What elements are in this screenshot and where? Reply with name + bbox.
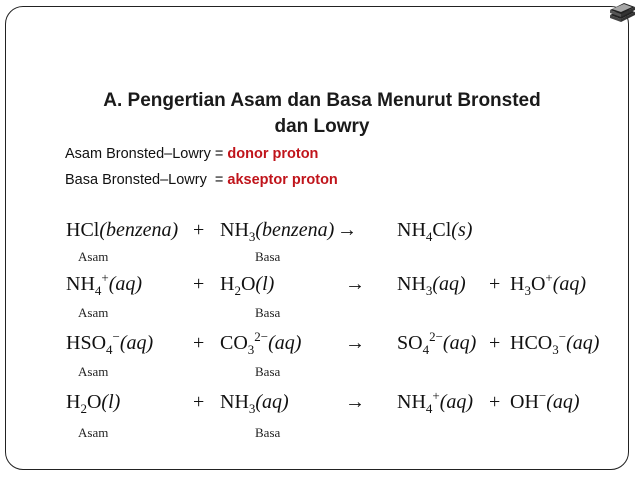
base-label: Basa (255, 305, 281, 320)
formula-state: (aq) (566, 332, 600, 354)
formula-charge: + (101, 270, 109, 285)
formula-state: (aq) (439, 391, 474, 413)
formula-state: (benzena) (255, 219, 335, 241)
acid-label: Asam (78, 364, 109, 379)
reactant-acid (66, 329, 154, 357)
formula-symbol: H (66, 391, 81, 413)
formula-charge: − (558, 329, 567, 344)
formula-symbol: O (86, 391, 102, 413)
reaction-arrow: → (345, 391, 365, 413)
formula-symbol: O (240, 273, 256, 295)
formula-subscript: 4 (106, 342, 113, 357)
formula-charge: 2− (429, 329, 443, 344)
formula-symbol: NH (397, 219, 426, 241)
product-1 (397, 273, 466, 298)
formula-subscript: 3 (248, 229, 256, 244)
formula-symbol: NH (66, 273, 95, 295)
title-line-1: A. Pengertian Asam dan Basa Menurut Bronsted (103, 90, 541, 111)
product-1 (397, 219, 473, 244)
acid-label: Asam (78, 249, 109, 264)
definition-base-value: akseptor proton (227, 172, 338, 188)
base-label: Basa (255, 249, 281, 264)
plus-sign: + (489, 273, 501, 295)
slide-title (62, 88, 582, 140)
product-2 (510, 329, 600, 357)
reactant-acid (66, 391, 121, 416)
reactant-acid (66, 220, 178, 240)
definition-acid-term: Asam Bronsted–Lowry = (65, 146, 228, 162)
formula-symbol: NH (397, 273, 426, 295)
slideshare-logo-icon (602, 0, 636, 24)
formula-state: (aq) (268, 332, 302, 354)
product-1 (397, 388, 474, 416)
formula-subscript: 3 (552, 342, 559, 357)
reaction-arrow: → (337, 219, 357, 241)
formula-symbol: OH (510, 391, 539, 413)
formula-state: (s) (451, 219, 473, 241)
formula-state: (aq) (552, 273, 587, 295)
formula-state: (aq) (442, 332, 477, 354)
product-2 (510, 270, 587, 298)
formula-subscript: 3 (425, 283, 433, 298)
definition-acid-value: donor proton (227, 146, 319, 162)
formula-state: (benzena) (99, 219, 179, 241)
product-1 (397, 329, 477, 357)
formula-subscript: 2 (234, 283, 241, 298)
product-2 (510, 388, 580, 413)
formula-subscript: 3 (248, 401, 256, 416)
reactant-base (220, 329, 302, 357)
formula-symbol: O (530, 273, 546, 295)
formula-charge: − (538, 388, 547, 403)
formula-state: (aq) (108, 273, 143, 295)
reactant-base (220, 219, 335, 244)
formula-symbol: SO (397, 332, 423, 354)
plus-sign: + (193, 219, 205, 241)
formula-charge: 2− (254, 329, 269, 344)
formula-symbol: HCl (66, 219, 100, 241)
formula-subscript: 4 (425, 401, 433, 416)
reaction-arrow: → (345, 273, 365, 295)
formula-symbol: NH (220, 391, 249, 413)
formula-symbol: NH (397, 391, 426, 413)
formula-charge: + (545, 270, 553, 285)
reactant-base (220, 273, 275, 298)
formula-subscript: 3 (524, 283, 531, 298)
reactant-base (220, 391, 289, 416)
formula-symbol: CO (220, 332, 248, 354)
formula-state: (aq) (255, 391, 289, 413)
acid-label: Asam (78, 305, 109, 320)
formula-symbol: Cl (432, 219, 452, 241)
definition-base (65, 172, 338, 188)
formula-symbol: HCO (510, 332, 553, 354)
reaction-arrow: → (345, 332, 365, 354)
formula-subscript: 4 (422, 342, 430, 357)
formula-subscript: 4 (94, 283, 102, 298)
formula-state: (aq) (546, 391, 580, 413)
definition-base-term: Basa Bronsted–Lowry = (65, 172, 228, 188)
reactant-acid (66, 270, 143, 298)
formula-subscript: 2 (80, 401, 87, 416)
plus-sign: + (193, 391, 205, 413)
plus-sign: + (489, 332, 501, 354)
plus-sign: + (193, 273, 205, 295)
base-label: Basa (255, 364, 281, 379)
base-label: Basa (255, 425, 281, 440)
title-line-2: dan Lowry (274, 116, 370, 137)
formula-symbol: NH (220, 219, 249, 241)
plus-sign: + (489, 391, 501, 413)
formula-state: (aq) (119, 332, 154, 354)
formula-state: (l) (255, 273, 275, 295)
definition-acid (65, 146, 318, 162)
formula-subscript: 3 (247, 342, 255, 357)
formula-charge: + (432, 388, 440, 403)
acid-label: Asam (78, 425, 109, 440)
formula-symbol: HSO (66, 332, 107, 354)
formula-symbol: H (220, 273, 235, 295)
plus-sign: + (193, 332, 205, 354)
formula-state: (aq) (432, 273, 466, 295)
formula-charge: − (112, 329, 120, 344)
formula-subscript: 4 (425, 229, 433, 244)
formula-state: (l) (101, 391, 121, 413)
formula-symbol: H (510, 273, 525, 295)
